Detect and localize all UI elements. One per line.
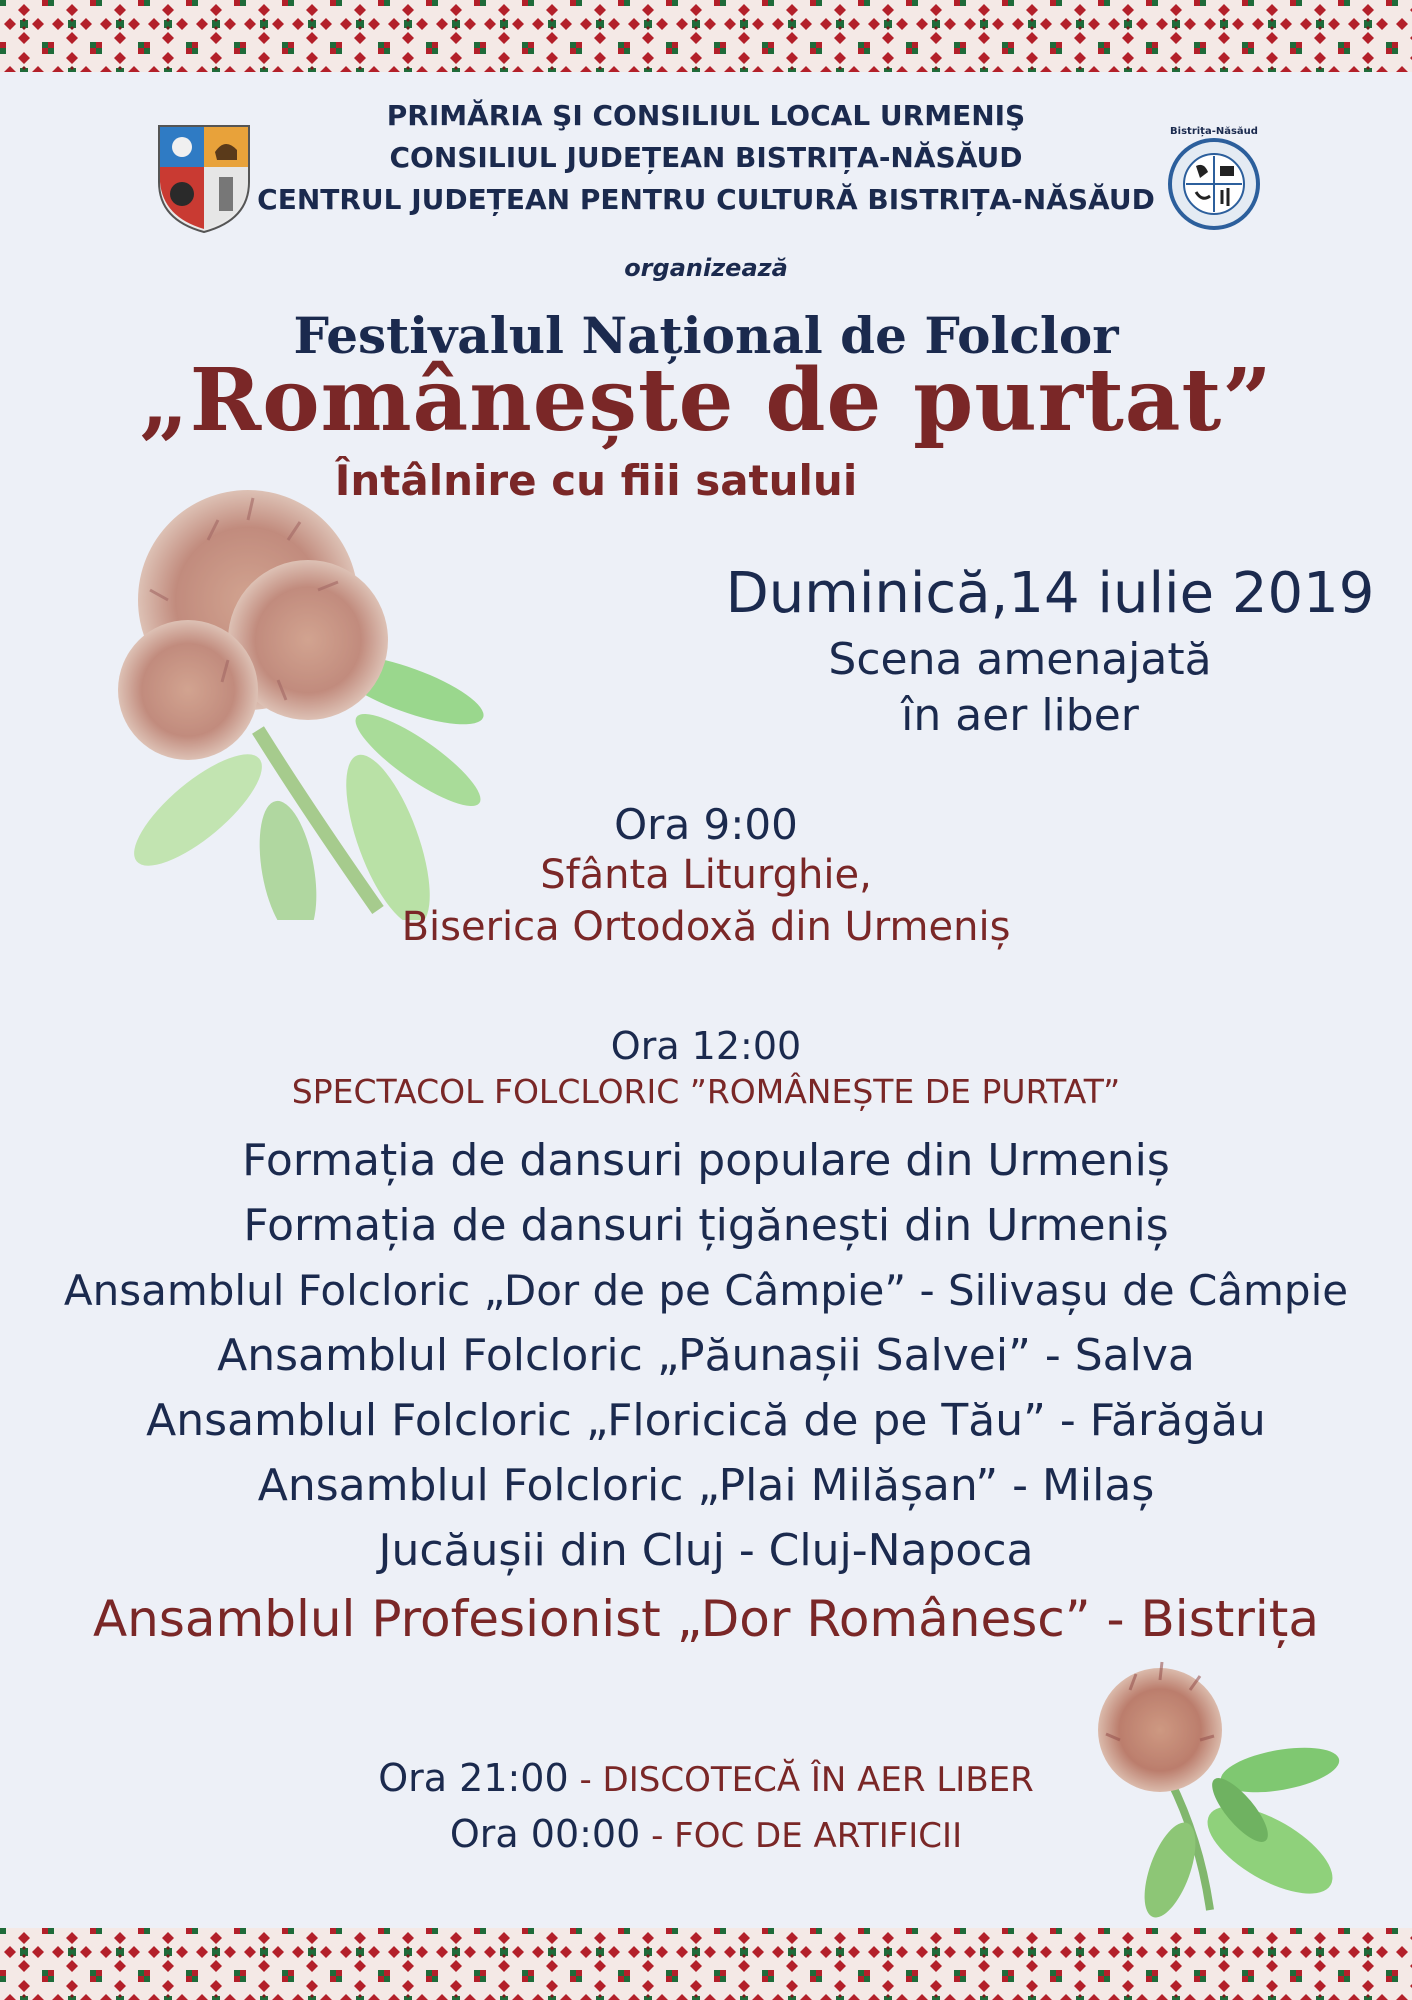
morning-item-2: Biserica Ortodoxă din Urmeniș (401, 904, 1011, 950)
evening-time-2: Ora 00:00 (449, 1812, 641, 1856)
event-date: Duminică,14 iulie 2019 (725, 561, 1375, 626)
evening-time-1: Ora 21:00 (378, 1756, 569, 1800)
festival-tagline: Întâlnire cu fiii satului (334, 456, 858, 505)
organizer-line-3: CENTRUL JUDEȚEAN PENTRU CULTURĂ BISTRIȚA-NĂSĂUD (257, 183, 1155, 216)
organizes-label: organizează (624, 254, 788, 282)
highlight-act: Ansamblul Profesionist „Dor Românesc” - Bistrița (92, 1590, 1320, 1648)
festival-subtitle: Festivalul Național de Folclor (293, 306, 1119, 365)
organizer-line-1: PRIMĂRIA ŞI CONSILIUL LOCAL URMENIŞ (386, 99, 1026, 132)
act-3: Ansamblul Folcloric „Dor de pe Câmpie” - Silivașu de Câmpie (63, 1266, 1349, 1315)
evening-event-1: - DISCOTECĂ ÎN AER LIBER (568, 1760, 1034, 1800)
act-2: Formația de dansuri țigănești din Urmeniș (243, 1200, 1169, 1251)
evening-item-1 (0, 1756, 1412, 1800)
organizers-block (0, 95, 1412, 221)
act-4: Ansamblul Folcloric „Păunașii Salvei” - Salva (217, 1330, 1195, 1381)
evening-event-2: - FOC DE ARTIFICII (640, 1816, 963, 1856)
folk-embroidery-border-top (0, 0, 1412, 72)
organizer-line-2: CONSILIUL JUDEȚEAN BISTRIȚA-NĂSĂUD (389, 141, 1023, 174)
event-details (700, 556, 1400, 744)
act-6: Ansamblul Folcloric „Plai Milășan” - Milaș (257, 1460, 1155, 1511)
festival-title: „Românește de purtat” (139, 350, 1273, 451)
evening-item-2 (0, 1812, 1412, 1856)
folk-embroidery-border-bottom (0, 1928, 1412, 2000)
acts-list (0, 1128, 1412, 1583)
noon-show-title: SPECTACOL FOLCLORIC ”ROMÂNEȘTE DE PURTAT” (291, 1072, 1121, 1111)
morning-time: Ora 9:00 (614, 800, 798, 849)
act-7: Jucăușii din Cluj - Cluj-Napoca (378, 1525, 1034, 1576)
event-venue-line-2: în aer liber (901, 690, 1139, 741)
act-1: Formația de dansuri populare din Urmeniș (242, 1135, 1170, 1186)
morning-item-1: Sfânta Liturghie, (540, 852, 872, 898)
noon-time: Ora 12:00 (610, 1024, 802, 1068)
event-venue-line-1: Scena amenajată (828, 634, 1212, 685)
act-5: Ansamblul Folcloric „Floricică de pe Tău” - Fărăgău (146, 1395, 1266, 1446)
logo-caption: Bistrița-Năsăud (1170, 126, 1258, 137)
